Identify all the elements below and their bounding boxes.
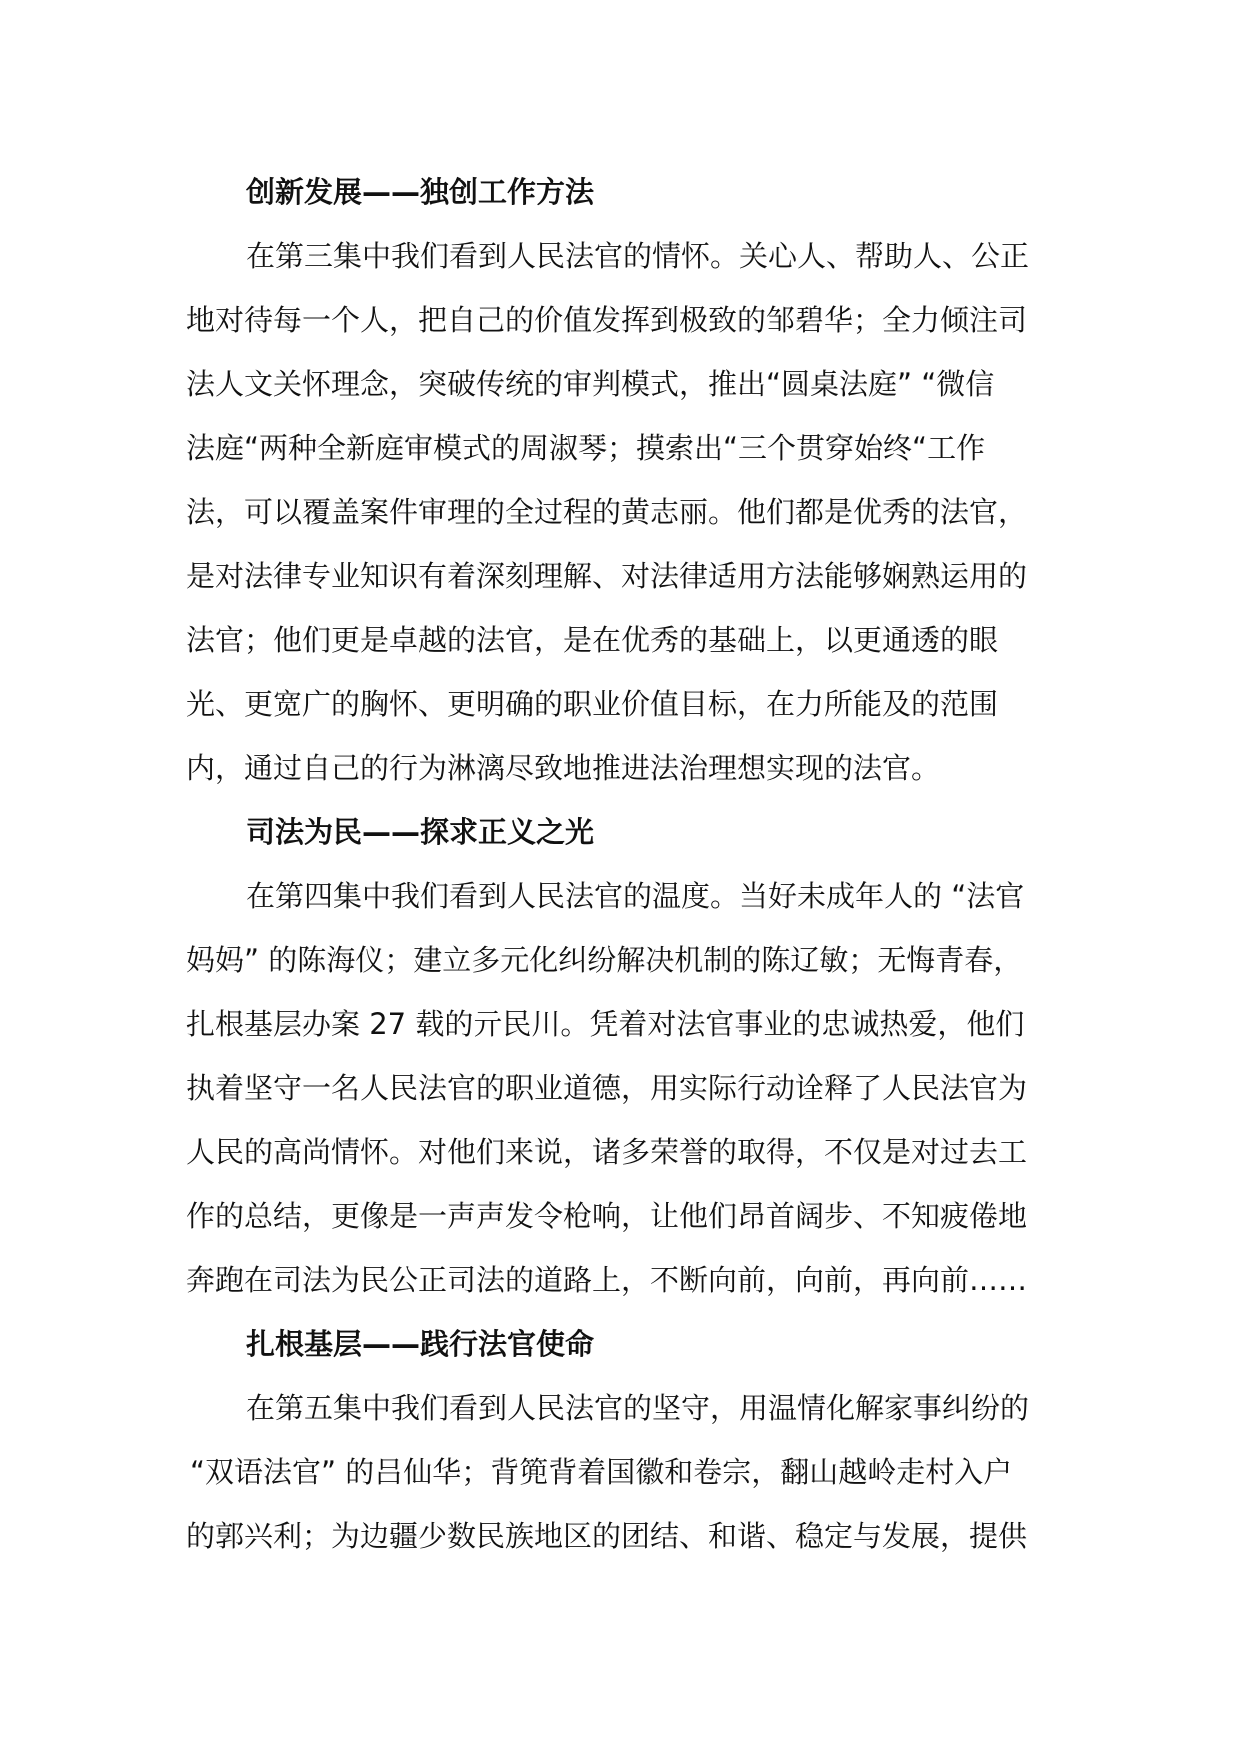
paragraph-line: 执着坚守一名人民法官的职业道德，用实际行动诠释了人民法官为: [186, 1071, 1028, 1105]
paragraph-line: 法庭“两种全新庭审模式的周淑琴；摸索出“三个贯穿始终“工作: [186, 431, 986, 465]
section-heading-justice: 司法为民——探求正义之光: [246, 815, 595, 849]
paragraph-line: 光、更宽广的胸怀、更明确的职业价值目标，在力所能及的范围: [186, 687, 999, 721]
paragraph-line: 是对法律专业知识有着深刻理解、对法律适用方法能够娴熟运用的: [186, 559, 1028, 593]
paragraph-line: 妈妈” 的陈海仪；建立多元化纠纷解决机制的陈辽敏；无悔青春，: [186, 943, 1023, 977]
article-body: [186, 160, 1054, 1568]
paragraph-line: 作的总结，更像是一声声发令枪响，让他们昂首阔步、不知疲倦地: [186, 1199, 1028, 1233]
paragraph-line: 扎根基层办案 27 载的亓民川。凭着对法官事业的忠诚热爱，他们: [186, 1007, 1025, 1041]
paragraph-line: 在第三集中我们看到人民法官的情怀。关心人、帮助人、公正: [246, 239, 1030, 273]
paragraph-line: 法官；他们更是卓越的法官，是在优秀的基础上，以更通透的眼: [186, 623, 999, 657]
section-heading-grassroots: 扎根基层——践行法官使命: [246, 1327, 595, 1361]
paragraph-line: “双语法官” 的吕仙华；背篼背着国徽和卷宗，翻山越岭走村入户: [190, 1455, 1013, 1489]
paragraph-line: 在第五集中我们看到人民法官的坚守，用温情化解家事纠纷的: [246, 1391, 1030, 1425]
paragraph-line: 在第四集中我们看到人民法官的温度。当好未成年人的 “法官: [246, 879, 1025, 913]
paragraph-line: 地对待每一个人，把自己的价值发挥到极致的邹碧华；全力倾注司: [186, 303, 1028, 337]
section-heading-innovation: 创新发展——独创工作方法: [246, 175, 595, 209]
paragraph-line: 的郭兴利；为边疆少数民族地区的团结、和谐、稳定与发展，提供: [186, 1519, 1028, 1553]
paragraph-line: 奔跑在司法为民公正司法的道路上，不断向前，向前，再向前……: [186, 1263, 1028, 1297]
paragraph-line: 法，可以覆盖案件审理的全过程的黄志丽。他们都是优秀的法官，: [186, 495, 1028, 529]
paragraph-line: 人民的高尚情怀。对他们来说，诸多荣誉的取得，不仅是对过去工: [186, 1135, 1028, 1169]
paragraph-line: 内，通过自己的行为淋漓尽致地推进法治理想实现的法官。: [186, 751, 941, 785]
paragraph-line: 法人文关怀理念，突破传统的审判模式，推出“圆桌法庭” “微信: [186, 367, 995, 401]
